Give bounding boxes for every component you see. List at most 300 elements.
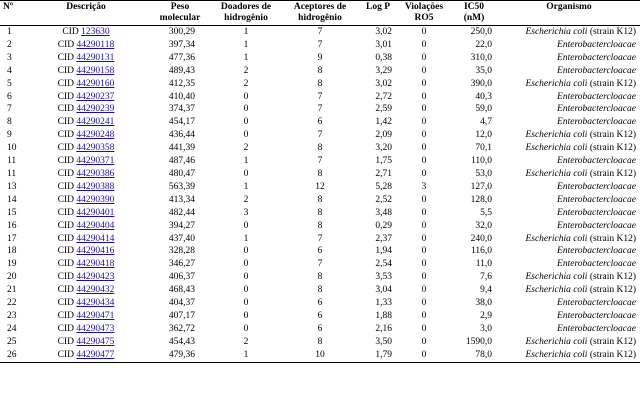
row-number: 11	[7, 156, 17, 167]
h-donors: 0	[243, 259, 249, 270]
organism	[498, 78, 640, 91]
cid-link[interactable]: 44290118	[76, 39, 115, 50]
molecular-weight: 489,43	[168, 65, 195, 76]
cid-link[interactable]: 44290160	[76, 78, 115, 89]
table-row	[0, 297, 640, 310]
row-number: 24	[7, 323, 17, 334]
organism-species: Enterobactercloacae	[557, 156, 636, 167]
h-donors: 0	[243, 246, 249, 257]
molecular-weight: 346,27	[168, 259, 195, 270]
organism-species: Escherichia coli	[525, 143, 588, 154]
h-donors: 1	[243, 52, 249, 63]
ic50-value: 40,3	[475, 91, 492, 102]
table-row	[0, 271, 640, 284]
organism	[498, 65, 640, 78]
cid-link[interactable]: 44290473	[76, 323, 115, 334]
log-p: 2,54	[375, 259, 392, 270]
ro5-violations: 0	[421, 259, 427, 270]
cid-link[interactable]: 44290418	[76, 259, 115, 270]
log-p: 3,53	[375, 272, 392, 283]
ro5-violations: 0	[421, 336, 427, 347]
ic50-value: 250,0	[470, 27, 492, 37]
cid-link[interactable]: 44290248	[76, 130, 115, 141]
ic50-value: 390,0	[470, 78, 492, 89]
log-p: 0,38	[375, 52, 392, 63]
h-acceptors: 7	[317, 259, 323, 270]
row-description	[22, 26, 150, 39]
row-description	[22, 168, 150, 181]
table-row	[0, 233, 640, 246]
row-description	[22, 207, 150, 220]
table-row	[0, 258, 640, 271]
header-peso-line1: Peso	[170, 2, 190, 12]
ro5-violations: 0	[421, 298, 427, 309]
cid-link[interactable]: 44290386	[76, 168, 115, 179]
cid-prefix: CID	[57, 52, 74, 63]
organism-species: Escherichia coli	[525, 130, 588, 141]
cid-link[interactable]: 44290241	[76, 117, 115, 128]
organism-strain: (strain K12)	[587, 168, 636, 179]
ic50-value: 12,0	[475, 130, 492, 141]
table-row	[0, 349, 640, 362]
header-ic50-line2: (nM)	[450, 13, 498, 26]
cid-link[interactable]: 44290404	[76, 220, 115, 231]
log-p: 2,72	[375, 91, 392, 102]
organism	[498, 181, 640, 194]
organism	[498, 284, 640, 297]
h-acceptors: 7	[317, 233, 323, 244]
ro5-violations: 0	[421, 233, 427, 244]
molecular-weight: 406,37	[168, 272, 195, 283]
h-donors: 1	[243, 156, 249, 167]
log-p: 2,16	[375, 323, 392, 334]
ic50-value: 310,0	[470, 52, 492, 63]
cid-link[interactable]: 44290131	[76, 52, 115, 63]
organism-strain: (strain K12)	[587, 349, 636, 360]
ic50-value: 110,0	[470, 156, 492, 167]
header-num: Nº	[0, 1, 22, 14]
cid-prefix: CID	[57, 233, 74, 244]
ic50-value: 11,0	[475, 259, 492, 270]
molecular-weight: 374,37	[168, 104, 195, 115]
h-acceptors: 8	[317, 220, 323, 231]
row-number: 10	[7, 143, 17, 154]
organism-species: Enterobactercloacae	[557, 104, 636, 115]
log-p: 2,71	[375, 168, 392, 179]
cid-prefix: CID	[57, 323, 74, 334]
cid-link[interactable]: 44290237	[76, 91, 115, 102]
h-donors: 0	[243, 168, 249, 179]
log-p: 3,04	[375, 285, 392, 296]
row-description	[22, 181, 150, 194]
row-description	[22, 91, 150, 104]
organism	[498, 336, 640, 349]
header-aceptores	[282, 1, 358, 14]
header-peso	[150, 1, 210, 14]
h-acceptors: 9	[317, 52, 323, 63]
organism-strain: (strain K12)	[587, 233, 636, 244]
ro5-violations: 0	[421, 156, 427, 167]
ro5-violations: 0	[421, 39, 427, 50]
ro5-violations: 0	[421, 310, 427, 321]
row-number: 11	[7, 168, 17, 179]
ro5-violations: 0	[421, 272, 427, 283]
log-p: 1,33	[375, 298, 392, 309]
log-p: 3,50	[375, 336, 392, 347]
log-p: 1,75	[375, 156, 392, 167]
h-acceptors: 6	[317, 117, 323, 128]
row-description	[22, 78, 150, 91]
row-description	[22, 220, 150, 233]
h-donors: 0	[243, 272, 249, 283]
cid-link[interactable]: 44290158	[76, 65, 115, 76]
row-description	[22, 310, 150, 323]
organism-species: Enterobactercloacae	[557, 52, 636, 63]
cid-link[interactable]: 44290414	[76, 233, 115, 244]
cid-prefix: CID	[57, 168, 74, 179]
table-row	[0, 168, 640, 181]
organism	[498, 258, 640, 271]
molecular-weight: 454,43	[168, 336, 195, 347]
molecular-weight: 394,27	[168, 220, 195, 231]
organism	[498, 103, 640, 116]
molecular-weight: 404,37	[168, 298, 195, 309]
header-logp: Log P	[358, 1, 398, 14]
cid-prefix: CID	[57, 39, 75, 50]
molecular-weight: 482,44	[168, 207, 195, 218]
cid-link[interactable]: 44290401	[76, 207, 115, 218]
organism	[498, 220, 640, 233]
row-number: 1	[7, 27, 12, 37]
cid-prefix: CID	[57, 181, 74, 192]
ro5-violations: 0	[421, 104, 427, 115]
cid-prefix: CID	[57, 65, 74, 76]
row-description	[22, 297, 150, 310]
h-donors: 2	[243, 336, 249, 347]
organism-species: Escherichia coli	[525, 349, 588, 360]
molecular-weight: 328,28	[168, 246, 195, 257]
header-descricao: Descrição	[22, 1, 150, 14]
organism-species: Enterobactercloacae	[557, 298, 636, 309]
organism-species: Enterobactercloacae	[557, 310, 636, 321]
molecular-weight: 454,17	[168, 117, 195, 128]
organism-species: Enterobactercloacae	[557, 117, 636, 128]
h-acceptors: 6	[317, 246, 323, 257]
h-acceptors: 7	[317, 27, 323, 37]
organism-strain: (strain K12)	[587, 27, 636, 37]
ro5-violations: 3	[421, 181, 427, 192]
organism	[498, 26, 640, 39]
h-donors: 0	[243, 310, 249, 321]
ic50-value: 7,6	[480, 272, 492, 283]
ro5-violations: 0	[421, 78, 427, 89]
cid-prefix: CID	[57, 143, 74, 154]
row-description	[22, 323, 150, 336]
organism	[498, 323, 640, 336]
ic50-value: 1590,0	[465, 336, 492, 347]
row-description	[22, 116, 150, 129]
h-donors: 0	[243, 104, 249, 115]
cid-prefix: CID	[57, 349, 74, 360]
h-acceptors: 8	[317, 168, 323, 179]
log-p: 2,09	[375, 130, 392, 141]
row-number: 8	[7, 117, 12, 128]
cid-prefix: CID	[57, 156, 74, 167]
ic50-value: 35,0	[475, 65, 492, 76]
cid-link[interactable]: 44290471	[76, 310, 115, 321]
header-peso-line2: molecular	[150, 13, 210, 26]
h-donors: 0	[243, 323, 249, 334]
cid-prefix: CID	[57, 130, 74, 141]
header-organismo: Organismo	[498, 1, 640, 14]
table-row	[0, 129, 640, 142]
row-number: 26	[0, 349, 22, 362]
h-acceptors: 6	[317, 298, 323, 309]
ro5-violations: 0	[421, 130, 427, 141]
table-row	[0, 52, 640, 65]
h-acceptors: 12	[315, 181, 325, 192]
table-row	[0, 78, 640, 91]
h-acceptors: 7	[317, 91, 323, 102]
table-row	[0, 103, 640, 116]
cid-prefix: CID	[57, 220, 74, 231]
ro5-violations: 0	[421, 143, 427, 154]
ic50-value: 116,0	[470, 246, 492, 257]
h-donors: 1	[243, 39, 249, 50]
h-donors: 2	[243, 65, 249, 76]
log-p: 3,02	[375, 78, 392, 89]
organism-species: Enterobactercloacae	[557, 181, 636, 192]
molecular-weight: 441,39	[168, 143, 195, 154]
h-donors: 0	[243, 130, 249, 141]
molecular-weight: 410,40	[168, 91, 195, 102]
organism-species: Escherichia coli	[525, 27, 588, 37]
organism	[498, 52, 640, 65]
cid-prefix: CID	[57, 194, 74, 205]
cid-prefix: CID	[57, 207, 74, 218]
organism-species: Escherichia coli	[525, 336, 588, 347]
organism	[498, 297, 640, 310]
ic50-value: 2,9	[480, 310, 492, 321]
h-donors: 3	[243, 207, 249, 218]
ic50-value: 22,0	[475, 39, 492, 50]
cid-link[interactable]: 44290475	[76, 336, 115, 347]
row-description	[22, 284, 150, 297]
header-doadores-line2: hidrogênio	[210, 13, 282, 26]
molecular-weight: 300,29	[168, 27, 195, 37]
cid-link[interactable]: 44290388	[76, 181, 115, 192]
header-violacoes-line2: RO5	[398, 13, 450, 26]
cid-prefix: CID	[57, 272, 74, 283]
row-number: 18	[7, 246, 17, 257]
log-p: 1,94	[375, 246, 392, 257]
row-number: 5	[7, 78, 12, 89]
log-p: 5,28	[375, 181, 392, 192]
ic50-value: 128,0	[470, 194, 492, 205]
organism	[498, 91, 640, 104]
ro5-violations: 0	[421, 207, 427, 218]
organism-species: Enterobactercloacae	[557, 65, 636, 76]
molecular-weight: 397,34	[168, 39, 195, 50]
log-p: 3,02	[375, 27, 392, 37]
ic50-value: 78,0	[450, 349, 498, 362]
ic50-value: 4,7	[480, 117, 492, 128]
cid-link[interactable]: 123630	[81, 27, 110, 37]
row-description	[22, 52, 150, 65]
ic50-value: 3,0	[480, 323, 492, 334]
row-description	[22, 258, 150, 271]
h-donors: 2	[243, 143, 249, 154]
cid-link[interactable]: 44290239	[76, 104, 115, 115]
h-acceptors: 7	[317, 39, 323, 50]
header-doadores	[210, 1, 282, 14]
log-p: 3,01	[375, 39, 392, 50]
row-description	[22, 233, 150, 246]
molecular-weight: 563,39	[168, 181, 195, 192]
log-p: 2,59	[375, 104, 392, 115]
h-donors: 1	[210, 349, 282, 362]
h-acceptors: 8	[317, 143, 323, 154]
molecular-weight: 436,44	[168, 130, 195, 141]
cid-prefix: CID	[62, 27, 79, 37]
cid-prefix: CID	[57, 298, 74, 309]
table-row	[0, 26, 640, 39]
h-acceptors: 6	[317, 323, 323, 334]
ic50-value: 53,0	[475, 168, 492, 179]
row-number: 6	[7, 91, 12, 102]
log-p: 1,88	[375, 310, 392, 321]
header-violacoes-line1: Violações	[404, 2, 444, 12]
organism-strain: (strain K12)	[587, 143, 636, 154]
organism	[498, 155, 640, 168]
row-number: 3	[7, 52, 12, 63]
molecular-weight: 468,43	[168, 285, 195, 296]
row-description	[22, 155, 150, 168]
log-p: 3,20	[375, 143, 392, 154]
header-ic50	[450, 1, 498, 14]
organism	[498, 39, 640, 52]
cid-prefix: CID	[57, 104, 74, 115]
row-number: 7	[7, 104, 12, 115]
log-p: 2,37	[375, 233, 392, 244]
h-donors: 1	[243, 27, 249, 37]
cid-prefix: CID	[57, 117, 74, 128]
table-row	[0, 194, 640, 207]
organism-species: Enterobactercloacae	[557, 259, 636, 270]
ic50-value: 5,5	[480, 207, 492, 218]
organism	[498, 129, 640, 142]
cid-link[interactable]: 44290477	[76, 349, 115, 360]
row-description	[22, 39, 150, 52]
organism-strain: (strain K12)	[587, 336, 636, 347]
log-p: 2,52	[375, 194, 392, 205]
cid-link[interactable]: 44290434	[76, 298, 115, 309]
cid-link[interactable]: 44290423	[76, 272, 115, 283]
organism	[498, 349, 640, 362]
table-body	[0, 26, 640, 363]
organism-species: Escherichia coli	[525, 285, 588, 296]
table-row	[0, 155, 640, 168]
cid-prefix: CID	[57, 91, 74, 102]
table-row	[0, 310, 640, 323]
ic50-value: 9,4	[480, 285, 492, 296]
row-number: 9	[7, 130, 12, 141]
h-acceptors: 8	[317, 78, 323, 89]
molecular-weight: 479,36	[150, 349, 210, 362]
cid-link[interactable]: 44290432	[76, 285, 115, 296]
row-description	[22, 271, 150, 284]
header-ic50-line1: IC50	[463, 2, 485, 12]
organism	[498, 194, 640, 207]
h-acceptors: 8	[317, 285, 323, 296]
row-number: 19	[7, 259, 17, 270]
ic50-value: 59,0	[475, 104, 492, 115]
organism	[498, 207, 640, 220]
organism-strain: (strain K12)	[587, 272, 636, 283]
cid-prefix: CID	[57, 285, 74, 296]
molecular-weight: 407,17	[168, 310, 195, 321]
organism-species: Escherichia coli	[525, 272, 588, 283]
organism-species: Escherichia coli	[525, 78, 588, 89]
ro5-violations: 0	[421, 27, 427, 37]
organism	[498, 142, 640, 155]
organism	[498, 310, 640, 323]
cid-prefix: CID	[57, 78, 74, 89]
table-row	[0, 91, 640, 104]
molecular-weight: 413,34	[168, 194, 195, 205]
table-header	[0, 1, 640, 26]
table-row	[0, 65, 640, 78]
h-donors: 0	[243, 220, 249, 231]
h-acceptors: 6	[317, 310, 323, 321]
log-p: 0,29	[375, 220, 392, 231]
table-row	[0, 323, 640, 336]
cid-prefix: CID	[57, 259, 74, 270]
h-donors: 2	[243, 78, 249, 89]
cid-link[interactable]: 44290390	[76, 194, 115, 205]
row-description	[22, 65, 150, 78]
cid-link[interactable]: 44290371	[76, 156, 115, 167]
organism-species: Enterobactercloacae	[557, 194, 636, 205]
table-row	[0, 142, 640, 155]
h-donors: 2	[243, 194, 249, 205]
ro5-violations: 0	[421, 168, 427, 179]
cid-prefix: CID	[57, 336, 74, 347]
cid-link[interactable]: 44290358	[76, 143, 115, 154]
table-row	[0, 220, 640, 233]
molecular-weight: 412,35	[168, 78, 195, 89]
h-acceptors: 10	[282, 349, 358, 362]
ro5-violations: 0	[421, 246, 427, 257]
log-p: 1,42	[375, 117, 392, 128]
h-donors: 0	[243, 117, 249, 128]
ro5-violations: 0	[421, 117, 427, 128]
row-number: 13	[7, 181, 17, 192]
header-aceptores-line1: Aceptores de	[293, 2, 347, 12]
h-acceptors: 8	[317, 194, 323, 205]
table-row	[0, 116, 640, 129]
row-description	[22, 336, 150, 349]
ic50-value: 127,0	[470, 181, 492, 192]
header-doadores-line1: Doadores de	[220, 2, 272, 12]
h-donors: 0	[243, 91, 249, 102]
cid-link[interactable]: 44290416	[76, 246, 115, 257]
log-p: 3,48	[375, 207, 392, 218]
row-number: 23	[7, 310, 17, 321]
table-row	[0, 245, 640, 258]
table-row	[0, 284, 640, 297]
row-description	[22, 142, 150, 155]
